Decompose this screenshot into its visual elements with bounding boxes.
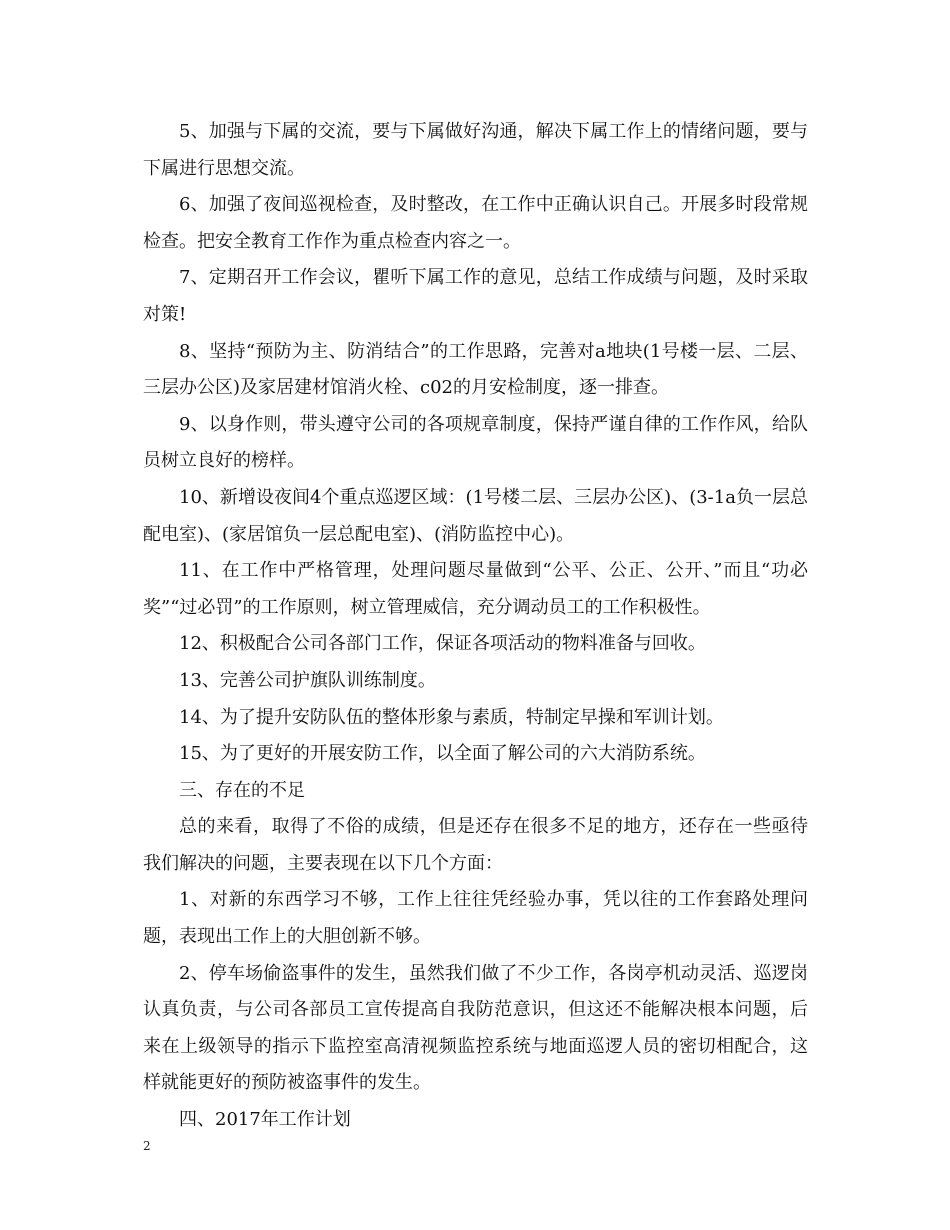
paragraph-item-8: 8、坚持“预防为主、防消结合”的工作思路，完善对a地块(1号楼一层、二层、三层办公区)及家居建材馆消火栓、c02的月安检制度，逐一排查。 bbox=[143, 340, 808, 399]
paragraph-item-14: 14、为了提升安防队伍的整体形象与素质，特制定早操和军训计划。 bbox=[179, 706, 724, 728]
paragraph-item-12: 12、积极配合公司各部门工作，保证各项活动的物料准备与回收。 bbox=[179, 633, 706, 655]
paragraph-item-9: 9、以身作则，带头遵守公司的各项规章制度，保持严谨自律的工作作风，给队员树立良好的榜样。 bbox=[143, 413, 808, 472]
paragraph-item-13: 13、完善公司护旗队训练制度。 bbox=[179, 669, 436, 691]
section-heading-2017-plan: 四、2017年工作计划 bbox=[179, 1109, 351, 1131]
paragraph-item-10: 10、新增设夜间4个重点巡逻区域：(1号楼二层、三层办公区)、(3-1a负一层总配电室)、(家居馆负一层总配电室)、(消防监控中心)。 bbox=[143, 486, 808, 545]
paragraph-item-15: 15、为了更好的开展安防工作，以全面了解公司的六大消防系统。 bbox=[179, 743, 706, 765]
section-heading-shortcomings: 三、存在的不足 bbox=[179, 779, 305, 801]
paragraph-item-6: 6、加强了夜间巡视检查，及时整改，在工作中正确认识自己。开展多时段常规检查。把安全教育工作作为重点检查内容之一。 bbox=[143, 194, 808, 252]
paragraph-item-7: 7、定期召开工作会议，瞿听下属工作的意见，总结工作成绩与问题，及时采取对策! bbox=[143, 267, 808, 325]
document-body bbox=[143, 114, 808, 1139]
paragraph-item-5: 5、加强与下属的交流，要与下属做好沟通，解决下属工作上的情绪问题，要与下属进行思想交流。 bbox=[143, 121, 808, 179]
shortcoming-item-2: 2、停车场偷盗事件的发生，虽然我们做了不少工作，各岗亭机动灵活、巡逻岗认真负责，与公司各部员工宣传提高自我防范意识，但这还不能解决根本问题，后来在上级领导的指示下监控室高清视频监控系统与地面巡逻人员的密切相配合，这样就能更好的预防被盗事件的发生。 bbox=[143, 962, 808, 1094]
paragraph-summary: 总的来看，取得了不俗的成绩，但是还存在很多不足的地方，还存在一些亟待我们解决的问题，主要表现在以下几个方面： bbox=[143, 816, 808, 874]
shortcoming-item-1: 1、对新的东西学习不够，工作上往往凭经验办事，凭以往的工作套路处理问题，表现出工作上的大胆创新不够。 bbox=[143, 889, 808, 948]
page-number: 2 bbox=[143, 1139, 151, 1153]
paragraph-item-11: 11、在工作中严格管理，处理问题尽量做到“公平、公正、公开、”而且“功必奖”“过必罚”的工作原则，树立管理威信，充分调动员工的工作积极性。 bbox=[143, 560, 808, 618]
